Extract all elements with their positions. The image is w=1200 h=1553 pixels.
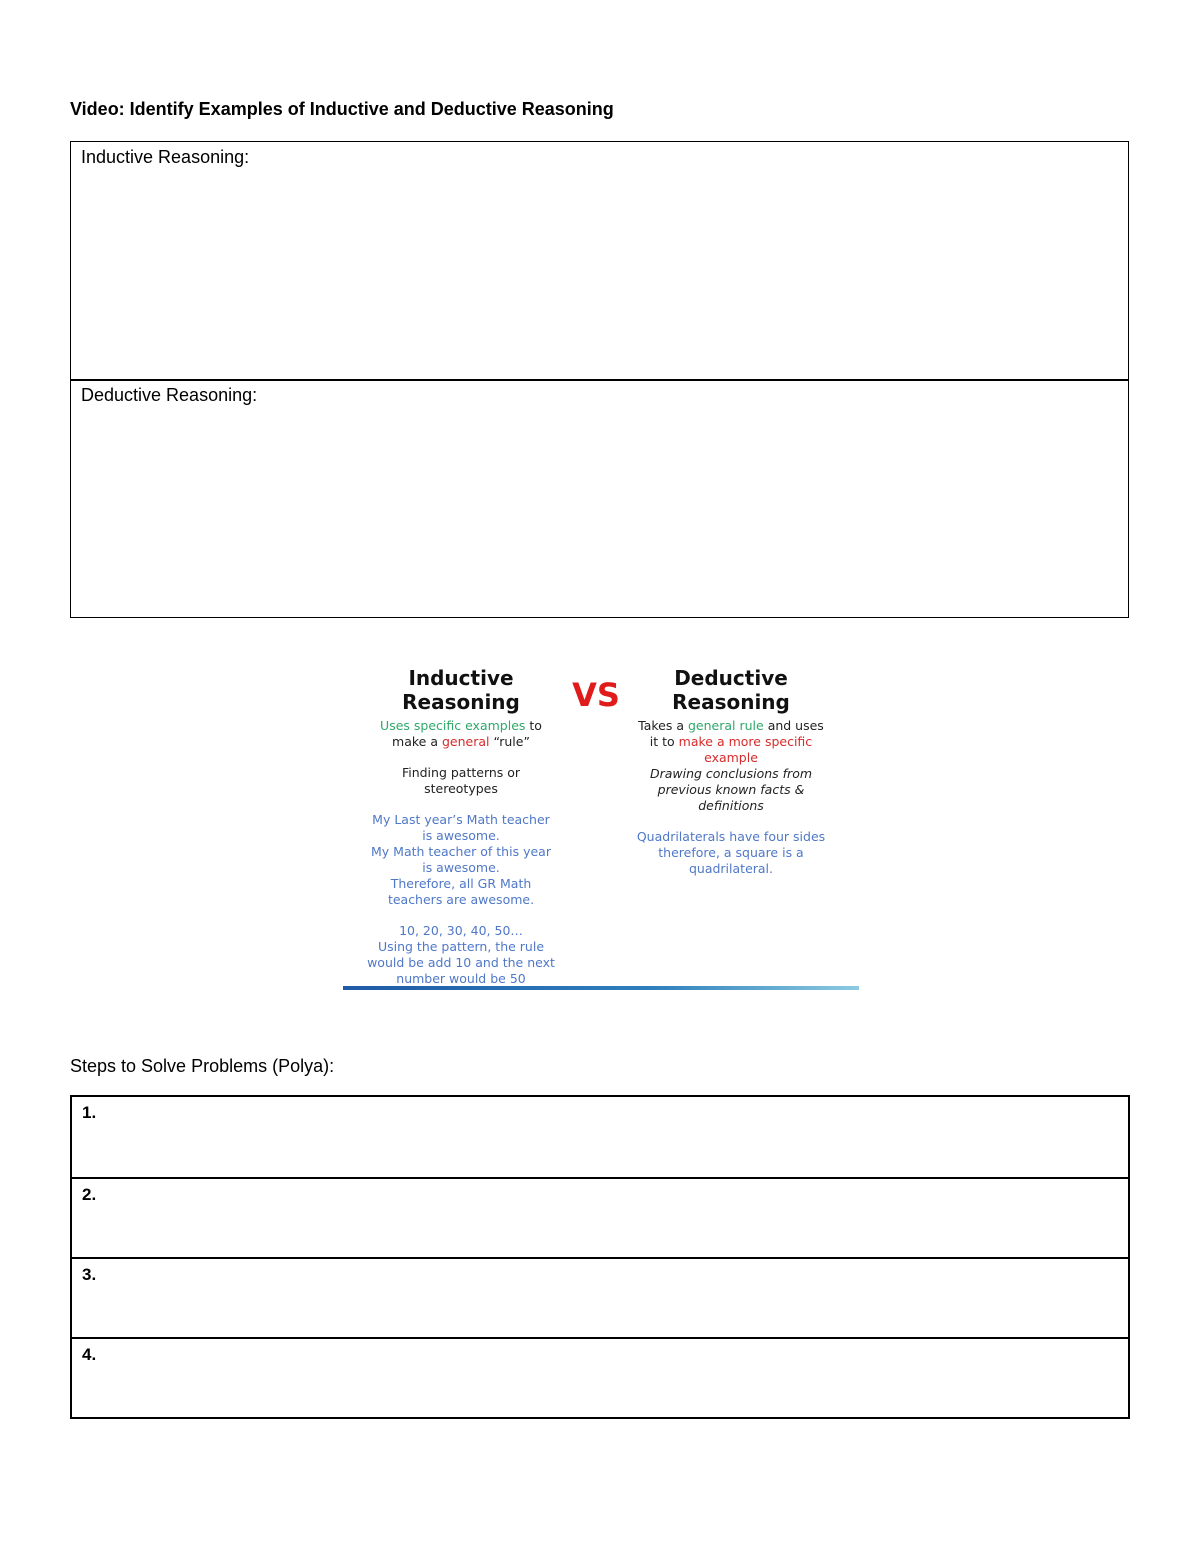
deductive-reasoning-box[interactable] (70, 379, 1129, 618)
inductive-description: Finding patterns or stereotypes (401, 765, 521, 796)
steps-table (70, 1095, 1130, 1419)
step-row-2[interactable] (72, 1177, 1128, 1257)
inductive-example-teacher: My Last year’s Math teacher is awesome. My Math teacher of this year is awesome. Therefore, all GR Math teachers are awesome. (371, 812, 551, 907)
deductive-example: Quadrilaterals have four sides therefore, a square is a quadrilateral. (636, 829, 826, 876)
step-row-3[interactable] (72, 1257, 1128, 1337)
deductive-reasoning-label: Deductive Reasoning: (81, 385, 258, 405)
inductive-reasoning-box[interactable] (70, 141, 1129, 381)
inductive-heading: Inductive Reasoning (402, 666, 520, 714)
deductive-definition: Takes a general rule and uses it to make a more specific example (638, 718, 824, 765)
page-title: Video: Identify Examples of Inductive and Deductive Reasoning (70, 99, 614, 119)
step-number: 2. (82, 1185, 97, 1204)
inductive-example-pattern: 10, 20, 30, 40, 50… Using the pattern, the rule would be add 10 and the next number would be 50 (367, 923, 555, 986)
step-row-1[interactable] (72, 1097, 1128, 1177)
step-number: 1. (82, 1103, 97, 1122)
inductive-reasoning-label: Inductive Reasoning: (81, 147, 250, 167)
inductive-definition: Uses specific examples to make a general “rule” (380, 718, 542, 749)
steps-title: Steps to Solve Problems (Polya): (70, 1056, 335, 1076)
vs-label: VS (572, 676, 620, 714)
graphic-underline-bar (343, 986, 859, 990)
inductive-column (343, 660, 579, 987)
step-number: 4. (82, 1345, 97, 1364)
deductive-heading: Deductive Reasoning (672, 666, 790, 714)
deductive-description: Drawing conclusions from previous known facts & definitions (649, 766, 813, 813)
step-number: 3. (82, 1265, 97, 1284)
inductive-vs-deductive-graphic (343, 660, 859, 992)
deductive-column (613, 660, 849, 877)
step-row-4[interactable] (72, 1337, 1128, 1417)
